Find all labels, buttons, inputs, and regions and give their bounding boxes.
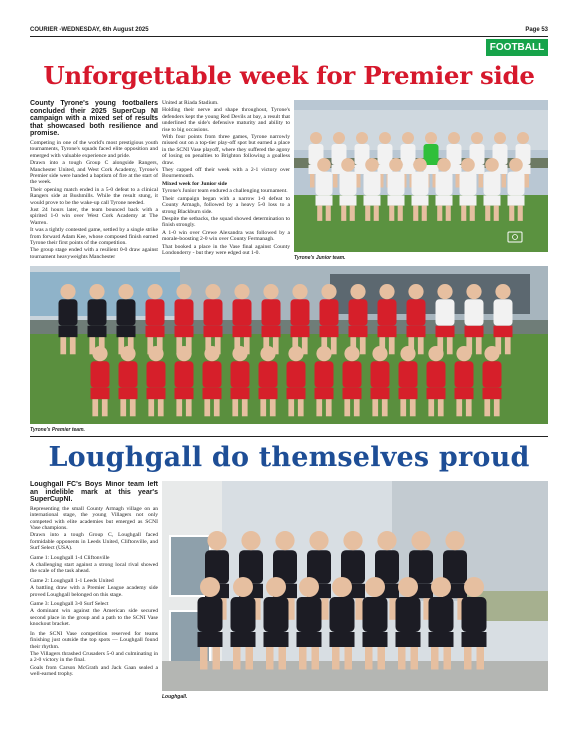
- game3-title: Game 3: Loughgall 3-0 Surf Select: [30, 601, 109, 608]
- article1-headline: Unforgettable week for Premier side: [43, 61, 535, 90]
- article1-paragraph: Tyrone's Junior team endured a challenging tournament.: [162, 188, 288, 195]
- article2-headline: Loughgall do themselves proud: [48, 442, 530, 473]
- header-rule: [30, 36, 548, 37]
- article1-paragraph: It was a tightly contested game, settled by a single strike from forward Adam Kee, whose composed finish earned Tyrone their first points of the competition.: [30, 227, 158, 247]
- loughgall-photo-caption: Loughgall.: [162, 694, 188, 700]
- junior-photo-caption: Tyrone's Junior team.: [294, 255, 346, 261]
- game3-text: A dominant win against the American side secured second place in the group and a path to the SCNI Vase knockout bracket.: [30, 608, 158, 628]
- article1-paragraph: Competing in one of the world's most prestigious youth tournaments, Tyrone's squads faced elite opposition and emerged with valuable experience and pride.: [30, 139, 158, 159]
- article1-paragraph: Their opening match ended in a 5-0 defeat to a clinical Rangers side at Bushmills. While the result stung, it would prove to be the wake-up call Tyrone needed.: [30, 186, 158, 206]
- game2-title: Game 2: Loughgall 1-1 Leeds United: [30, 577, 114, 584]
- loughgall-team-photo: [162, 481, 548, 691]
- article1-paragraph: A 1-0 win over Crewe Alexandra was followed by a morale-boosting 2-0 win over County Fermanagh.: [162, 229, 290, 243]
- article1-paragraph: Holding their nerve and shape throughout, Tyrone's defenders kept the young Red Devils at bay, a result that underlined the side's defensive maturity and ability to rise to big occasions.: [162, 107, 290, 133]
- game2-text: A battling draw with a Premier League academy side proved Loughgall belonged on this stage.: [30, 585, 158, 598]
- article2-column: [30, 481, 158, 707]
- game1-text: A challenging start against a strong local rival showed the scale of the task ahead.: [30, 562, 158, 575]
- article1-paragraph: Just 24 hours later, the team bounced back with a spirited 1-0 win over West Cork Academy at The Warren.: [30, 207, 158, 226]
- game1-title: Game 1: Loughgall 1-4 Cliftonville: [30, 554, 110, 561]
- article1-column1: [30, 100, 158, 272]
- premier-photo-caption: Tyrone's Premier team.: [30, 427, 85, 433]
- publication-line: COURIER -WEDNESDAY, 6th August 2025: [30, 27, 149, 33]
- junior-team-photo: [294, 100, 548, 252]
- article2-lead: Loughgall FC's Boys Minor team left an indelible mark at this year's SuperCupNI.: [30, 481, 158, 504]
- article1-paragraph: That booked a place in the Vase final against County Londonderry - but they were edged out 1-0.: [162, 243, 290, 256]
- section-label: FOOTBALL: [486, 39, 548, 56]
- article1-paragraph: The group stage ended with a resilient 0-0 draw against tournament heavyweights Manchester: [30, 247, 158, 260]
- article1-paragraph: With four points from three games, Tyrone narrowly missed out on a top-tier play-off spot but earned a place in the SCNI Vase playoff, where they suffered the agony of losing on penalties to Brighton following a goalless draw.: [162, 134, 290, 166]
- article1-paragraph: United at Riada Stadium.: [162, 100, 219, 106]
- article2-paragraph: Drawn into a tough Group C, Loughgall faced formidable opponents in Leeds United, Cliftonville, and Surf Select (USA).: [30, 532, 158, 552]
- article1-paragraph: Drawn into a tough Group C alongside Rangers, Manchester United, and West Cork Academy, Tyrone's Premier side were handed a baptism of fire at the start of the week.: [30, 160, 158, 186]
- article1-lead: County Tyrone's young footballers concluded their 2025 SuperCup NI campaign with a mixed set of results that showcased both resilience and promise.: [30, 100, 158, 138]
- article1-paragraph: Their campaign began with a narrow 1-0 defeat to County Armagh, followed by a heavy 5-0 loss to a strong Blackburn side.: [162, 195, 290, 215]
- page-number: Page 53: [525, 27, 548, 33]
- article1-column2: [162, 100, 290, 268]
- article2-paragraph: In the SCNI Vase competition reserved for teams finishing just outside the top spots — Loughgall found their rhythm.: [30, 630, 158, 650]
- article2-paragraph: Representing the small County Armagh village on an international stage, the young Villagers not only competed with elite academies but emerged as SCNI Vase champions.: [30, 505, 158, 531]
- junior-subheading: Mixed week for Junior side: [162, 180, 228, 187]
- premier-team-photo: [30, 266, 548, 424]
- article2-paragraph: Goals from Carson McGrath and Jack Gaan sealed a well-earned trophy.: [30, 664, 158, 678]
- article1-paragraph: They capped off their week with a 2-1 victory over Bournemouth.: [162, 167, 290, 180]
- article1-paragraph: Despite the setbacks, the squad showed determination to finish strongly.: [162, 215, 290, 229]
- article2-paragraph: The Villagers thrashed Crusaders 5-0 and culminating in a 2-0 victory in the final.: [30, 650, 158, 664]
- article-divider: [30, 436, 548, 437]
